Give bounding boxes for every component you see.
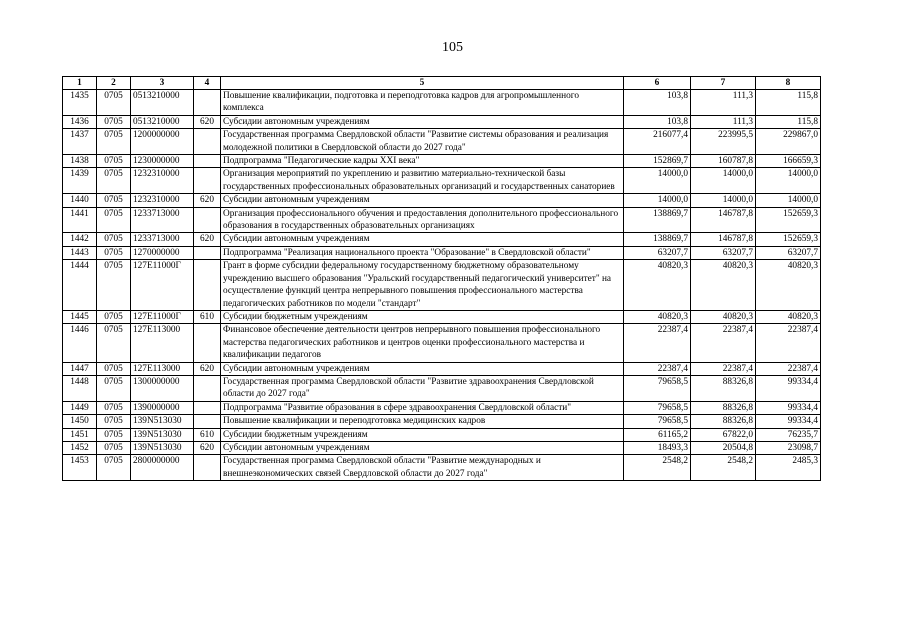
item-name-cell: Субсидии автономным учреждениям <box>221 194 624 207</box>
amount-cell: 88326,8 <box>691 375 756 401</box>
target-article-cell: 2800000000 <box>131 455 194 481</box>
amount-cell: 2548,2 <box>691 455 756 481</box>
section-code-cell: 0705 <box>97 207 131 233</box>
amount-cell: 22387,4 <box>691 362 756 375</box>
section-code-cell: 0705 <box>97 246 131 259</box>
amount-cell: 14000,0 <box>756 194 821 207</box>
target-article-cell: 127Е11000Г <box>131 310 194 323</box>
item-name-cell: Субсидии автономным учреждениям <box>221 115 624 128</box>
table-row <box>63 401 821 414</box>
row-number-cell: 1440 <box>63 194 97 207</box>
target-article-cell: 127Е113000 <box>131 362 194 375</box>
amount-cell: 99334,4 <box>756 401 821 414</box>
amount-cell: 14000,0 <box>691 194 756 207</box>
amount-cell: 223995,5 <box>691 129 756 155</box>
expense-type-cell <box>194 207 221 233</box>
item-name-cell: Субсидии бюджетным учреждениям <box>221 428 624 441</box>
table-body <box>63 90 821 481</box>
row-number-cell: 1436 <box>63 115 97 128</box>
row-number-cell: 1448 <box>63 375 97 401</box>
section-code-cell: 0705 <box>97 168 131 194</box>
expense-type-cell <box>194 246 221 259</box>
amount-cell: 61165,2 <box>624 428 691 441</box>
expense-type-cell: 610 <box>194 428 221 441</box>
section-code-cell: 0705 <box>97 362 131 375</box>
expense-type-cell: 610 <box>194 310 221 323</box>
expense-type-cell <box>194 168 221 194</box>
amount-cell: 63207,7 <box>691 246 756 259</box>
table-row <box>63 362 821 375</box>
amount-cell: 63207,7 <box>624 246 691 259</box>
amount-cell: 18493,3 <box>624 441 691 454</box>
item-name-cell: Государственная программа Свердловской области "Развитие международных и внешнеэкономических связей Свердловской области до 2027 года" <box>221 455 624 481</box>
amount-cell: 152659,3 <box>756 233 821 246</box>
amount-cell: 138869,7 <box>624 207 691 233</box>
budget-table <box>62 76 821 481</box>
expense-type-cell: 620 <box>194 115 221 128</box>
column-header: 5 <box>221 77 624 90</box>
section-code-cell: 0705 <box>97 310 131 323</box>
amount-cell: 2485,3 <box>756 455 821 481</box>
expense-type-cell <box>194 90 221 116</box>
row-number-cell: 1437 <box>63 129 97 155</box>
item-name-cell: Субсидии бюджетным учреждениям <box>221 310 624 323</box>
item-name-cell: Организация профессионального обучения и предоставления дополнительного профессионального образования в государственных образовательных организациях <box>221 207 624 233</box>
table-row <box>63 415 821 428</box>
target-article-cell: 1230000000 <box>131 155 194 168</box>
section-code-cell: 0705 <box>97 324 131 362</box>
amount-cell: 40820,3 <box>624 310 691 323</box>
expense-type-cell: 620 <box>194 441 221 454</box>
amount-cell: 40820,3 <box>624 260 691 311</box>
section-code-cell: 0705 <box>97 415 131 428</box>
amount-cell: 229867,0 <box>756 129 821 155</box>
expense-type-cell <box>194 401 221 414</box>
amount-cell: 99334,4 <box>756 415 821 428</box>
row-number-cell: 1449 <box>63 401 97 414</box>
table-row <box>63 441 821 454</box>
section-code-cell: 0705 <box>97 115 131 128</box>
item-name-cell: Повышение квалификации и переподготовка медицинских кадров <box>221 415 624 428</box>
table-row <box>63 324 821 362</box>
amount-cell: 22387,4 <box>756 362 821 375</box>
expense-type-cell <box>194 455 221 481</box>
row-number-cell: 1439 <box>63 168 97 194</box>
item-name-cell: Финансовое обеспечение деятельности центров непрерывного повышения профессионального мастерства педагогических работников и центров оценки профессионального мастерства и квалификации педагогов <box>221 324 624 362</box>
table-row <box>63 246 821 259</box>
column-header: 8 <box>756 77 821 90</box>
amount-cell: 79658,5 <box>624 415 691 428</box>
amount-cell: 146787,8 <box>691 233 756 246</box>
amount-cell: 76235,7 <box>756 428 821 441</box>
target-article-cell: 1233713000 <box>131 207 194 233</box>
section-code-cell: 0705 <box>97 428 131 441</box>
table-row <box>63 310 821 323</box>
amount-cell: 79658,5 <box>624 375 691 401</box>
target-article-cell: 1232310000 <box>131 194 194 207</box>
section-code-cell: 0705 <box>97 194 131 207</box>
item-name-cell: Подпрограмма "Педагогические кадры XXI века" <box>221 155 624 168</box>
column-header: 7 <box>691 77 756 90</box>
amount-cell: 40820,3 <box>691 310 756 323</box>
expense-type-cell <box>194 260 221 311</box>
amount-cell: 152659,3 <box>756 207 821 233</box>
target-article-cell: 0513210000 <box>131 90 194 116</box>
expense-type-cell: 620 <box>194 362 221 375</box>
amount-cell: 14000,0 <box>691 168 756 194</box>
item-name-cell: Субсидии автономным учреждениям <box>221 362 624 375</box>
amount-cell: 88326,8 <box>691 415 756 428</box>
row-number-cell: 1435 <box>63 90 97 116</box>
amount-cell: 216077,4 <box>624 129 691 155</box>
target-article-cell: 139N513030 <box>131 428 194 441</box>
table-row <box>63 455 821 481</box>
row-number-cell: 1445 <box>63 310 97 323</box>
amount-cell: 111,3 <box>691 90 756 116</box>
amount-cell: 88326,8 <box>691 401 756 414</box>
table-row <box>63 90 821 116</box>
table-row <box>63 260 821 311</box>
section-code-cell: 0705 <box>97 233 131 246</box>
target-article-cell: 127Е113000 <box>131 324 194 362</box>
item-name-cell: Подпрограмма "Развитие образования в сфере здравоохранения Свердловской области" <box>221 401 624 414</box>
amount-cell: 20504,8 <box>691 441 756 454</box>
amount-cell: 166659,3 <box>756 155 821 168</box>
table-row <box>63 207 821 233</box>
amount-cell: 23098,7 <box>756 441 821 454</box>
amount-cell: 146787,8 <box>691 207 756 233</box>
amount-cell: 111,3 <box>691 115 756 128</box>
target-article-cell: 1300000000 <box>131 375 194 401</box>
amount-cell: 14000,0 <box>756 168 821 194</box>
target-article-cell: 139N513030 <box>131 415 194 428</box>
section-code-cell: 0705 <box>97 129 131 155</box>
target-article-cell: 1270000000 <box>131 246 194 259</box>
row-number-cell: 1446 <box>63 324 97 362</box>
table-row <box>63 168 821 194</box>
amount-cell: 79658,5 <box>624 401 691 414</box>
item-name-cell: Субсидии автономным учреждениям <box>221 441 624 454</box>
table-row <box>63 115 821 128</box>
table-row <box>63 129 821 155</box>
column-header: 1 <box>63 77 97 90</box>
target-article-cell: 127Е11000Г <box>131 260 194 311</box>
table-header-row <box>63 77 821 90</box>
expense-type-cell <box>194 155 221 168</box>
target-article-cell: 1200000000 <box>131 129 194 155</box>
amount-cell: 22387,4 <box>624 362 691 375</box>
expense-type-cell <box>194 415 221 428</box>
amount-cell: 103,8 <box>624 90 691 116</box>
table-row <box>63 194 821 207</box>
section-code-cell: 0705 <box>97 455 131 481</box>
table-row <box>63 155 821 168</box>
row-number-cell: 1444 <box>63 260 97 311</box>
item-name-cell: Грант в форме субсидии федеральному государственному бюджетному образовательному учреждению высшего образования "Уральский государственный педагогический университет" на осуществление функций центра непрерывного повышения профессионального мастерства педагогических работников по модели "стандарт" <box>221 260 624 311</box>
row-number-cell: 1447 <box>63 362 97 375</box>
table-row <box>63 233 821 246</box>
section-code-cell: 0705 <box>97 90 131 116</box>
amount-cell: 40820,3 <box>756 310 821 323</box>
row-number-cell: 1443 <box>63 246 97 259</box>
target-article-cell: 0513210000 <box>131 115 194 128</box>
amount-cell: 138869,7 <box>624 233 691 246</box>
row-number-cell: 1442 <box>63 233 97 246</box>
target-article-cell: 1233713000 <box>131 233 194 246</box>
amount-cell: 115,8 <box>756 115 821 128</box>
amount-cell: 103,8 <box>624 115 691 128</box>
target-article-cell: 1232310000 <box>131 168 194 194</box>
column-header: 3 <box>131 77 194 90</box>
amount-cell: 40820,3 <box>756 260 821 311</box>
amount-cell: 22387,4 <box>624 324 691 362</box>
expense-type-cell <box>194 375 221 401</box>
expense-type-cell <box>194 129 221 155</box>
item-name-cell: Подпрограмма "Реализация национального проекта "Образование" в Свердловской области" <box>221 246 624 259</box>
amount-cell: 40820,3 <box>691 260 756 311</box>
amount-cell: 99334,4 <box>756 375 821 401</box>
row-number-cell: 1441 <box>63 207 97 233</box>
item-name-cell: Субсидии автономным учреждениям <box>221 233 624 246</box>
section-code-cell: 0705 <box>97 375 131 401</box>
amount-cell: 67822,0 <box>691 428 756 441</box>
amount-cell: 22387,4 <box>756 324 821 362</box>
item-name-cell: Организация мероприятий по укреплению и развитию материально-технической базы государственных профессиональных образовательных организаций и государственных санаториев <box>221 168 624 194</box>
expense-type-cell: 620 <box>194 233 221 246</box>
row-number-cell: 1438 <box>63 155 97 168</box>
amount-cell: 160787,8 <box>691 155 756 168</box>
target-article-cell: 1390000000 <box>131 401 194 414</box>
item-name-cell: Государственная программа Свердловской области "Развитие системы образования и реализация молодежной политики в Свердловской области до 2027 года" <box>221 129 624 155</box>
amount-cell: 63207,7 <box>756 246 821 259</box>
amount-cell: 14000,0 <box>624 194 691 207</box>
column-header: 6 <box>624 77 691 90</box>
amount-cell: 22387,4 <box>691 324 756 362</box>
target-article-cell: 139N513030 <box>131 441 194 454</box>
section-code-cell: 0705 <box>97 401 131 414</box>
column-header: 2 <box>97 77 131 90</box>
row-number-cell: 1450 <box>63 415 97 428</box>
row-number-cell: 1452 <box>63 441 97 454</box>
item-name-cell: Повышение квалификации, подготовка и переподготовка кадров для агропромышленного комплекса <box>221 90 624 116</box>
expense-type-cell <box>194 324 221 362</box>
section-code-cell: 0705 <box>97 155 131 168</box>
expense-type-cell: 620 <box>194 194 221 207</box>
amount-cell: 14000,0 <box>624 168 691 194</box>
section-code-cell: 0705 <box>97 260 131 311</box>
row-number-cell: 1451 <box>63 428 97 441</box>
amount-cell: 152869,7 <box>624 155 691 168</box>
table-row <box>63 375 821 401</box>
amount-cell: 115,8 <box>756 90 821 116</box>
row-number-cell: 1453 <box>63 455 97 481</box>
item-name-cell: Государственная программа Свердловской области "Развитие здравоохранения Свердловской области до 2027 года" <box>221 375 624 401</box>
section-code-cell: 0705 <box>97 441 131 454</box>
column-header: 4 <box>194 77 221 90</box>
amount-cell: 2548,2 <box>624 455 691 481</box>
table-row <box>63 428 821 441</box>
page-number: 105 <box>442 40 463 55</box>
